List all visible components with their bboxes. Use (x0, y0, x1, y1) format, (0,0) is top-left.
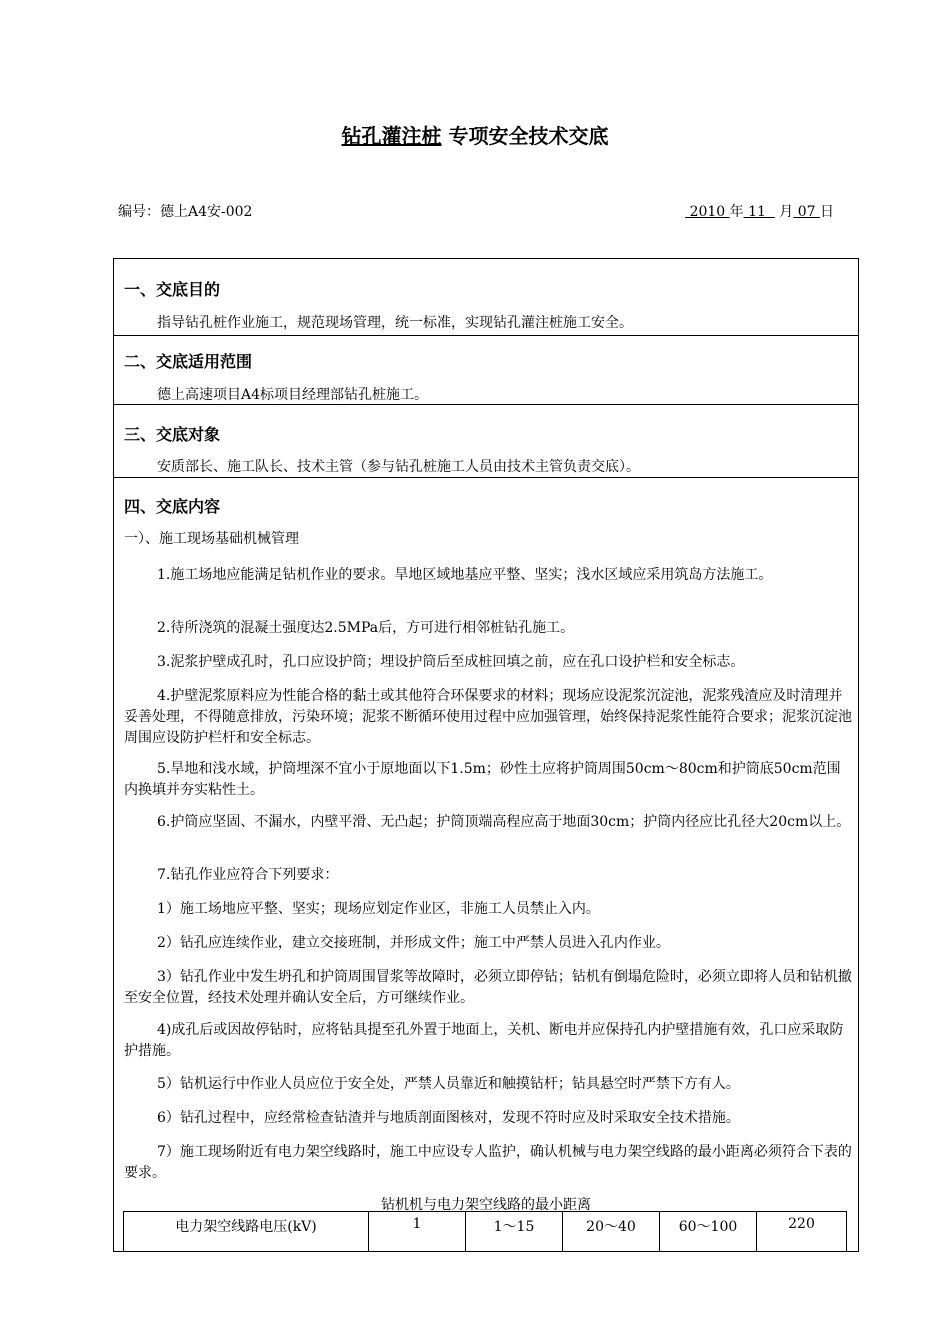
section-heading-scope: 二、交底适用范围 (124, 352, 253, 371)
date-day: 07 (793, 204, 820, 220)
table-cell: 220 (757, 1212, 847, 1252)
table-cell: 20～40 (563, 1212, 660, 1252)
document-title (0, 120, 950, 149)
content-frame (113, 258, 859, 1252)
content-item: 5.旱地和浅水域，护筒埋深不宜小于原地面以下1.5m；砂性土应将护筒周围50cm～80cm和护筒底50cm范围内换填并夯实粘性土。 (124, 761, 841, 798)
subsection-title: 一）、施工现场基础机械管理 (124, 531, 299, 547)
table-cell: 1～15 (466, 1212, 563, 1252)
date-day-unit: 日 (820, 204, 834, 220)
content-item: 6.护筒应坚固、不漏水，内壁平滑、无凸起；护筒顶端高程应高于地面30cm；护筒内径应比孔径大20cm以上。 (157, 814, 851, 830)
section-heading-audience: 三、交底对象 (124, 425, 221, 444)
document-number: 编号：德上A4安-002 (118, 204, 253, 220)
table-row (124, 1212, 847, 1252)
date-month-unit: 月 (774, 204, 794, 220)
section-divider (114, 477, 858, 478)
date-year: 2010 (685, 204, 730, 220)
table-caption: 钻机机与电力架空线路的最小距离 (381, 1197, 591, 1213)
section-divider (114, 404, 858, 405)
content-item: 2.待所浇筑的混凝土强度达2.5MPa后，方可进行相邻桩钻孔施工。 (157, 620, 575, 636)
title-underlined: 钻孔灌注桩 (341, 124, 442, 148)
content-item: 6）钻孔过程中，应经常检查钻渣并与地质剖面图核对，发现不符时应及时采取安全技术措施。 (157, 1110, 740, 1126)
table-cell: 1 (369, 1212, 466, 1252)
content-item: 2）钻孔应连续作业，建立交接班制，并形成文件；施工中严禁人员进入孔内作业。 (157, 935, 670, 951)
content-item: 5）钻机运行中作业人员应位于安全处，严禁人员靠近和触摸钻杆；钻具悬空时严禁下方有人。 (157, 1076, 740, 1092)
section-heading-purpose: 一、交底目的 (124, 280, 221, 299)
section-body-scope: 德上高速项目A4标项目经理部钻孔桩施工。 (157, 387, 429, 403)
date-year-unit: 年 (729, 204, 744, 220)
title-rest: 专项安全技术交底 (441, 124, 609, 148)
document-meta (118, 201, 834, 221)
content-item: 4)成孔后或因故停钻时，应将钻具提至孔外置于地面上，关机、断电并应保持孔内护壁措施有效，孔口应采取防护措施。 (124, 1022, 844, 1059)
content-item: 3.泥浆护壁成孔时，孔口应设护筒；埋设护筒后至成桩回填之前，应在孔口设护栏和安全标志。 (157, 654, 745, 670)
section-body-audience: 安质部长、施工队长、技术主管（参与钻孔桩施工人员由技术主管负责交底）。 (157, 459, 640, 475)
section-body-purpose: 指导钻孔桩作业施工，规范现场管理，统一标准，实现钻孔灌注桩施工安全。 (157, 315, 633, 331)
content-item: 7.钻孔作业应符合下列要求： (157, 867, 339, 883)
table-cell: 60～100 (660, 1212, 757, 1252)
content-item: 1）施工场地应平整、坚实；现场应划定作业区，非施工人员禁止入内。 (157, 901, 600, 917)
section-heading-content: 四、交底内容 (124, 497, 221, 516)
document-date (685, 201, 834, 221)
table-header-cell: 电力架空线路电压(kV) (124, 1212, 369, 1252)
content-item: 4.护壁泥浆原料应为性能合格的黏土或其他符合环保要求的材料；现场应设泥浆沉淀池，泥浆残渣应及时清理并妥善处理，不得随意排放，污染环境；泥浆不断循环使用过程中应加强管理，始终保持泥浆性能符合要求；泥浆沉淀池周围应设防护栏杆和安全标志。 (124, 688, 852, 746)
content-item: 1.施工场地应能满足钻机作业的要求。旱地区域地基应平整、坚实；浅水区域应采用筑岛方法施工。 (157, 567, 773, 583)
section-divider (114, 335, 858, 336)
content-item: 7）施工现场附近有电力架空线路时，施工中应设专人监护，确认机械与电力架空线路的最小距离必须符合下表的要求。 (124, 1144, 852, 1181)
distance-table (123, 1211, 847, 1252)
content-item: 3）钻孔作业中发生坍孔和护筒周围冒浆等故障时，必须立即停钻；钻机有倒塌危险时，必须立即将人员和钻机撤至安全位置，经技术处理并确认安全后，方可继续作业。 (124, 969, 852, 1006)
date-month: 11 (743, 204, 775, 220)
